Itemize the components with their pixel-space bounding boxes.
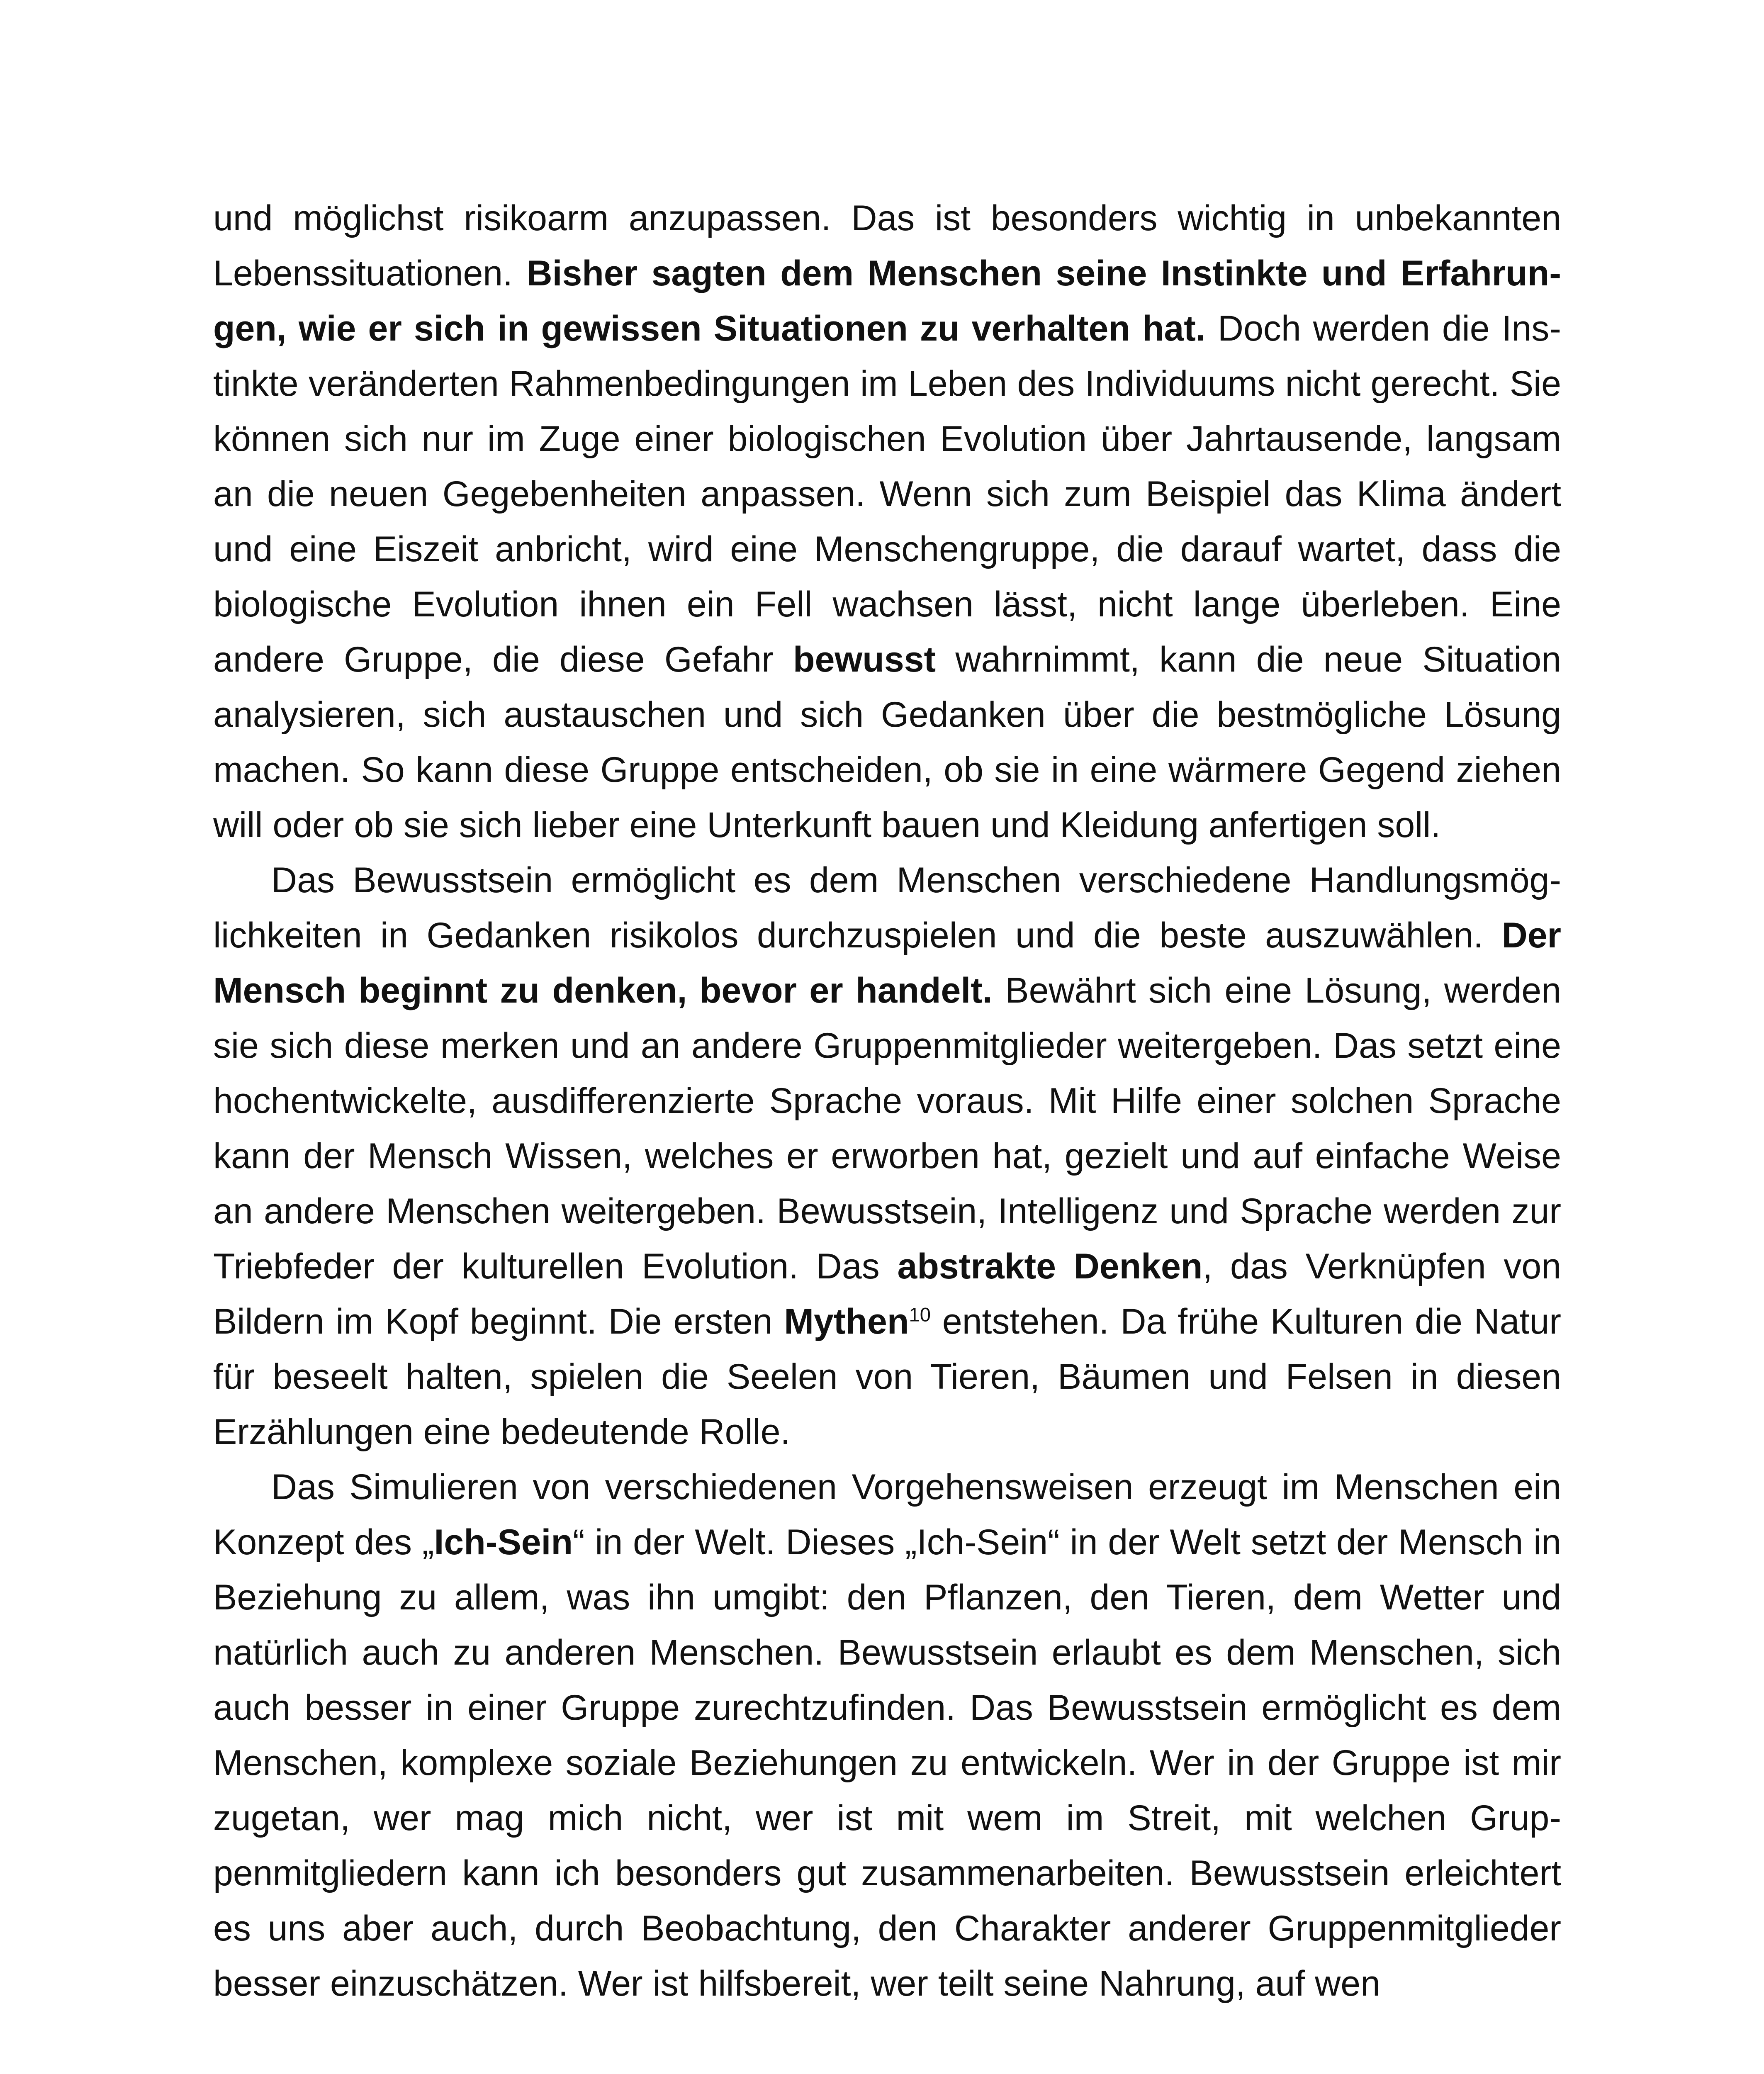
emphasis-text: Ich-Sein (434, 1522, 573, 1562)
body-text (213, 191, 1561, 2011)
paragraph-text: wahrnimmt, kann die neue Situation analysieren, sich austauschen und sich Gedanken über die bestmögliche Lösung machen. So kann diese Gruppe entscheiden, ob sie in eine wärmere Gegend ziehen will oder ob sie sich lieber eine Unterkunft bauen und Kleidung anfertigen soll. (213, 640, 1561, 845)
paragraph-text: Bewährt sich eine Lösung, werden sie sich diese merken und an andere Gruppenmitglieder weitergeben. Das setzt eine hochentwickelte, ausdifferenzierte Sprache voraus. Mit Hilfe einer solchen Sprache kann der Mensch Wissen, welches er erworben hat, gezielt und auf einfache Weise an andere Menschen weitergeben. Bewusstsein, Intelligenz und Sprache werden zur Triebfeder der kulturellen Evolution. Das (213, 971, 1561, 1286)
paragraph-text: “ in der Welt. Dieses „Ich-Sein“ in der Welt setzt der Mensch in Beziehung zu allem, was ihn umgibt: den Pflanzen, den Tieren, dem Wetter und natürlich auch zu anderen Menschen. Bewusstsein erlaubt es dem Menschen, sich auch besser in einer Gruppe zurechtzufinden. Das Bewusstsein ermöglicht es dem Menschen, komplexe soziale Beziehungen zu entwickeln. Wer in der Gruppe ist mir zugetan, wer mag mich nicht, wer ist mit wem im Streit, mit welchen Gruppenmitgliedern kann ich besonders gut zusammenarbeiten. Bewusstsein erleichtert es uns aber auch, durch Beobachtung, den Charakter anderer Gruppenmitglieder besser einzuschätzen. Wer ist hilfsbereit, wer teilt seine Nahrung, auf wen (213, 1522, 1562, 2003)
paragraph-text: , das Verknüpfen von Bildern im Kopf beginnt. Die ersten (213, 1246, 1562, 1341)
paragraph (213, 1460, 1561, 2011)
paragraph-text: und möglichst risikoarm anzupassen. Das ist besonders wichtig in unbekannten Lebenssituationen. (213, 198, 1561, 293)
paragraph (213, 853, 1561, 1460)
paragraph (213, 191, 1561, 853)
paragraph-text: entstehen. Da frühe Kulturen die Natur für beseelt halten, spielen die Seelen von Tieren, Bäumen und Felsen in diesen Erzählungen eine bedeutende Rolle. (213, 1302, 1561, 1452)
footnote-reference: 10 (909, 1304, 931, 1326)
emphasis-text: abstrakte Denken (897, 1246, 1203, 1286)
emphasis-text: Bisher sagten dem Menschen seine Instinkte und Erfahrungen, wie er sich in gewissen Situationen zu verhalten hat. (213, 253, 1561, 348)
emphasis-text: Der Mensch beginnt zu denken, bevor er handelt. (213, 915, 1561, 1010)
paragraph-text: Das Bewusstsein ermöglicht es dem Menschen verschiedene Handlungsmöglichkeiten in Gedanken risikolos durchzuspielen und die beste auszuwählen. (213, 860, 1561, 955)
emphasis-text: Mythen (784, 1302, 909, 1341)
emphasis-text: bewusst (793, 640, 936, 679)
paragraph-text: Doch werden die Instinkte veränderten Rahmenbedingungen im Leben des Individuums nicht gerecht. Sie können sich nur im Zuge einer biologischen Evolution über Jahrtausende, langsam an die neuen Gegebenheiten anpassen. Wenn sich zum Beispiel das Klima ändert und eine Eiszeit anbricht, wird eine Menschengruppe, die darauf wartet, dass die biologische Evolution ihnen ein Fell wachsen lässt, nicht lange überleben. Eine andere Gruppe, die diese Gefahr (213, 309, 1561, 679)
paragraph-text: Das Simulieren von verschiedenen Vorgehensweisen erzeugt im Menschen ein Konzept des „ (213, 1467, 1561, 1562)
